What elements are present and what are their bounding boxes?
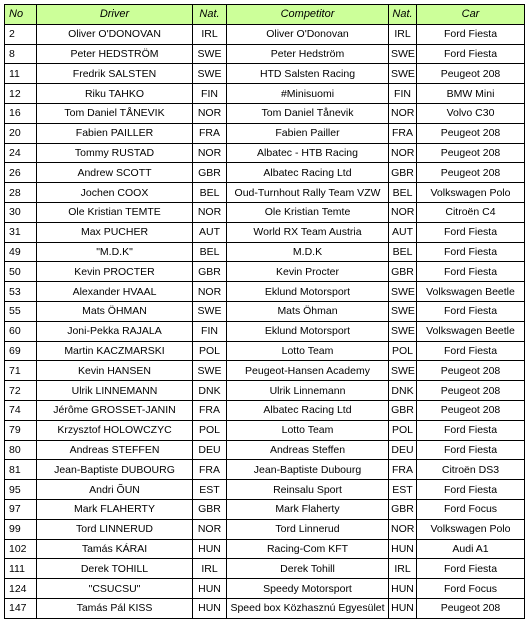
- table-row: [5, 381, 525, 401]
- cell-driver: Derek TOHILL: [37, 559, 193, 579]
- table-row: [5, 163, 525, 183]
- cell-driver: Ulrik LINNEMANN: [37, 381, 193, 401]
- cell-car: Ford Fiesta: [417, 222, 525, 242]
- header-no: No: [5, 5, 37, 25]
- cell-car: Peugeot 208: [417, 163, 525, 183]
- cell-driver-nat: NOR: [193, 519, 227, 539]
- cell-driver-nat: AUT: [193, 222, 227, 242]
- table-row: [5, 519, 525, 539]
- cell-competitor: Tom Daniel Tånevik: [227, 103, 389, 123]
- cell-driver-nat: SWE: [193, 301, 227, 321]
- cell-driver-nat: NOR: [193, 143, 227, 163]
- cell-competitor-nat: DNK: [389, 381, 417, 401]
- cell-car: Volvo C30: [417, 103, 525, 123]
- table-row: [5, 539, 525, 559]
- entry-list-container: [4, 4, 525, 619]
- cell-driver-nat: DNK: [193, 381, 227, 401]
- cell-competitor-nat: HUN: [389, 579, 417, 599]
- cell-driver: Alexander HVAAL: [37, 282, 193, 302]
- cell-car: Ford Fiesta: [417, 44, 525, 64]
- cell-no: 69: [5, 341, 37, 361]
- cell-driver-nat: EST: [193, 480, 227, 500]
- cell-competitor: Albatec - HTB Racing: [227, 143, 389, 163]
- cell-driver: Tord LINNERUD: [37, 519, 193, 539]
- cell-driver-nat: DEU: [193, 440, 227, 460]
- cell-competitor-nat: BEL: [389, 242, 417, 262]
- table-row: [5, 559, 525, 579]
- table-row: [5, 321, 525, 341]
- cell-competitor: Lotto Team: [227, 420, 389, 440]
- cell-car: Peugeot 208: [417, 123, 525, 143]
- cell-competitor-nat: SWE: [389, 44, 417, 64]
- cell-driver-nat: IRL: [193, 24, 227, 44]
- cell-driver-nat: FIN: [193, 84, 227, 104]
- cell-no: 55: [5, 301, 37, 321]
- table-row: [5, 202, 525, 222]
- cell-no: 74: [5, 400, 37, 420]
- table-row: [5, 282, 525, 302]
- cell-no: 111: [5, 559, 37, 579]
- cell-no: 60: [5, 321, 37, 341]
- cell-car: Ford Fiesta: [417, 440, 525, 460]
- cell-competitor: Albatec Racing Ltd: [227, 400, 389, 420]
- table-row: [5, 103, 525, 123]
- cell-driver-nat: FRA: [193, 123, 227, 143]
- cell-no: 72: [5, 381, 37, 401]
- cell-competitor: Racing-Com KFT: [227, 539, 389, 559]
- cell-driver-nat: FIN: [193, 321, 227, 341]
- table-row: [5, 598, 525, 618]
- cell-driver: Martin KACZMARSKI: [37, 341, 193, 361]
- cell-competitor-nat: NOR: [389, 103, 417, 123]
- cell-car: Ford Fiesta: [417, 480, 525, 500]
- cell-driver: Max PUCHER: [37, 222, 193, 242]
- cell-driver: Fabien PAILLER: [37, 123, 193, 143]
- cell-competitor: Mark Flaherty: [227, 499, 389, 519]
- cell-driver: Krzysztof HOLOWCZYC: [37, 420, 193, 440]
- cell-no: 80: [5, 440, 37, 460]
- cell-competitor-nat: SWE: [389, 321, 417, 341]
- table-row: [5, 123, 525, 143]
- cell-competitor: World RX Team Austria: [227, 222, 389, 242]
- cell-competitor-nat: DEU: [389, 440, 417, 460]
- cell-competitor: Mats Öhman: [227, 301, 389, 321]
- cell-competitor: Ole Kristian Temte: [227, 202, 389, 222]
- cell-driver: Andri ÕUN: [37, 480, 193, 500]
- cell-driver-nat: NOR: [193, 282, 227, 302]
- cell-competitor: Speed box Közhasznú Egyesület: [227, 598, 389, 618]
- cell-driver: Mark FLAHERTY: [37, 499, 193, 519]
- cell-no: 28: [5, 183, 37, 203]
- table-row: [5, 262, 525, 282]
- cell-driver-nat: SWE: [193, 361, 227, 381]
- cell-competitor: Peter Hedström: [227, 44, 389, 64]
- cell-no: 16: [5, 103, 37, 123]
- cell-driver-nat: HUN: [193, 539, 227, 559]
- cell-competitor: Speedy Motorsport: [227, 579, 389, 599]
- table-row: [5, 460, 525, 480]
- cell-no: 95: [5, 480, 37, 500]
- cell-no: 124: [5, 579, 37, 599]
- cell-no: 31: [5, 222, 37, 242]
- header-row: [5, 5, 525, 25]
- cell-no: 50: [5, 262, 37, 282]
- cell-driver: Kevin PROCTER: [37, 262, 193, 282]
- cell-driver: Riku TAHKO: [37, 84, 193, 104]
- header-driver: Driver: [37, 5, 193, 25]
- cell-driver-nat: POL: [193, 341, 227, 361]
- cell-no: 24: [5, 143, 37, 163]
- header-competitor-nat: Nat.: [389, 5, 417, 25]
- cell-competitor: Kevin Procter: [227, 262, 389, 282]
- table-row: [5, 579, 525, 599]
- cell-car: Volkswagen Polo: [417, 519, 525, 539]
- cell-competitor-nat: GBR: [389, 499, 417, 519]
- cell-driver: Tom Daniel TÅNEVIK: [37, 103, 193, 123]
- cell-car: Citroën DS3: [417, 460, 525, 480]
- cell-competitor-nat: SWE: [389, 282, 417, 302]
- cell-no: 53: [5, 282, 37, 302]
- cell-driver: Jochen COOX: [37, 183, 193, 203]
- cell-car: Peugeot 208: [417, 400, 525, 420]
- cell-no: 26: [5, 163, 37, 183]
- cell-competitor-nat: EST: [389, 480, 417, 500]
- cell-car: Ford Fiesta: [417, 420, 525, 440]
- cell-driver: Ole Kristian TEMTE: [37, 202, 193, 222]
- cell-competitor-nat: GBR: [389, 262, 417, 282]
- cell-competitor-nat: SWE: [389, 301, 417, 321]
- cell-competitor: Andreas Steffen: [227, 440, 389, 460]
- header-car: Car: [417, 5, 525, 25]
- cell-competitor-nat: FRA: [389, 460, 417, 480]
- cell-no: 11: [5, 64, 37, 84]
- cell-competitor-nat: NOR: [389, 202, 417, 222]
- cell-car: Volkswagen Polo: [417, 183, 525, 203]
- cell-driver-nat: HUN: [193, 579, 227, 599]
- cell-driver-nat: NOR: [193, 202, 227, 222]
- cell-competitor: #Minisuomi: [227, 84, 389, 104]
- cell-driver: Fredrik SALSTEN: [37, 64, 193, 84]
- cell-competitor-nat: FRA: [389, 123, 417, 143]
- cell-competitor-nat: FIN: [389, 84, 417, 104]
- cell-competitor: Derek Tohill: [227, 559, 389, 579]
- cell-car: Audi A1: [417, 539, 525, 559]
- cell-driver: Peter HEDSTRÖM: [37, 44, 193, 64]
- cell-competitor: M.D.K: [227, 242, 389, 262]
- cell-driver: Jean-Baptiste DUBOURG: [37, 460, 193, 480]
- cell-no: 30: [5, 202, 37, 222]
- cell-driver: Mats ÖHMAN: [37, 301, 193, 321]
- cell-driver: Tommy RUSTAD: [37, 143, 193, 163]
- cell-car: Peugeot 208: [417, 143, 525, 163]
- cell-driver: Jérôme GROSSET-JANIN: [37, 400, 193, 420]
- table-row: [5, 222, 525, 242]
- cell-no: 97: [5, 499, 37, 519]
- table-row: [5, 143, 525, 163]
- cell-competitor: Jean-Baptiste Dubourg: [227, 460, 389, 480]
- cell-driver: "M.D.K": [37, 242, 193, 262]
- table-row: [5, 440, 525, 460]
- cell-competitor: HTD Salsten Racing: [227, 64, 389, 84]
- cell-driver: Tamás KÁRAI: [37, 539, 193, 559]
- cell-driver: "CSUCSU": [37, 579, 193, 599]
- cell-competitor-nat: SWE: [389, 361, 417, 381]
- entry-list-table: [4, 4, 525, 619]
- cell-car: Ford Fiesta: [417, 262, 525, 282]
- cell-car: Peugeot 208: [417, 361, 525, 381]
- cell-driver: Tamás Pál KISS: [37, 598, 193, 618]
- table-row: [5, 183, 525, 203]
- cell-driver-nat: GBR: [193, 163, 227, 183]
- cell-car: Peugeot 208: [417, 64, 525, 84]
- cell-no: 71: [5, 361, 37, 381]
- cell-car: Ford Fiesta: [417, 301, 525, 321]
- cell-competitor-nat: NOR: [389, 143, 417, 163]
- table-body: [5, 24, 525, 618]
- cell-driver-nat: SWE: [193, 64, 227, 84]
- cell-competitor-nat: IRL: [389, 24, 417, 44]
- cell-car: BMW Mini: [417, 84, 525, 104]
- table-row: [5, 242, 525, 262]
- cell-driver-nat: BEL: [193, 183, 227, 203]
- table-row: [5, 480, 525, 500]
- cell-competitor: Oud-Turnhout Rally Team VZW: [227, 183, 389, 203]
- cell-competitor: Fabien Pailler: [227, 123, 389, 143]
- cell-competitor: Peugeot-Hansen Academy: [227, 361, 389, 381]
- cell-competitor: Eklund Motorsport: [227, 282, 389, 302]
- cell-competitor-nat: AUT: [389, 222, 417, 242]
- cell-no: 8: [5, 44, 37, 64]
- cell-driver-nat: POL: [193, 420, 227, 440]
- cell-no: 49: [5, 242, 37, 262]
- table-row: [5, 499, 525, 519]
- table-row: [5, 44, 525, 64]
- cell-car: Ford Fiesta: [417, 559, 525, 579]
- table-row: [5, 64, 525, 84]
- cell-no: 147: [5, 598, 37, 618]
- table-row: [5, 341, 525, 361]
- cell-competitor: Albatec Racing Ltd: [227, 163, 389, 183]
- cell-driver-nat: FRA: [193, 460, 227, 480]
- table-row: [5, 84, 525, 104]
- cell-no: 102: [5, 539, 37, 559]
- cell-competitor-nat: POL: [389, 420, 417, 440]
- cell-driver-nat: SWE: [193, 44, 227, 64]
- cell-driver: Andreas STEFFEN: [37, 440, 193, 460]
- header-driver-nat: Nat.: [193, 5, 227, 25]
- table-row: [5, 400, 525, 420]
- cell-driver-nat: HUN: [193, 598, 227, 618]
- cell-car: Citroën C4: [417, 202, 525, 222]
- cell-competitor-nat: GBR: [389, 400, 417, 420]
- cell-car: Ford Focus: [417, 499, 525, 519]
- cell-driver: Joni-Pekka RAJALA: [37, 321, 193, 341]
- cell-no: 2: [5, 24, 37, 44]
- cell-competitor: Eklund Motorsport: [227, 321, 389, 341]
- cell-driver-nat: BEL: [193, 242, 227, 262]
- cell-no: 81: [5, 460, 37, 480]
- cell-competitor: Tord Linnerud: [227, 519, 389, 539]
- cell-competitor: Ulrik Linnemann: [227, 381, 389, 401]
- cell-driver: Kevin HANSEN: [37, 361, 193, 381]
- cell-car: Ford Focus: [417, 579, 525, 599]
- cell-no: 79: [5, 420, 37, 440]
- cell-competitor-nat: HUN: [389, 598, 417, 618]
- table-row: [5, 24, 525, 44]
- cell-driver-nat: GBR: [193, 262, 227, 282]
- cell-competitor: Oliver O'Donovan: [227, 24, 389, 44]
- cell-competitor: Lotto Team: [227, 341, 389, 361]
- cell-car: Volkswagen Beetle: [417, 321, 525, 341]
- cell-car: Volkswagen Beetle: [417, 282, 525, 302]
- cell-driver-nat: FRA: [193, 400, 227, 420]
- cell-driver: Oliver O'DONOVAN: [37, 24, 193, 44]
- cell-driver-nat: IRL: [193, 559, 227, 579]
- cell-no: 12: [5, 84, 37, 104]
- cell-no: 99: [5, 519, 37, 539]
- cell-car: Peugeot 208: [417, 381, 525, 401]
- cell-driver-nat: GBR: [193, 499, 227, 519]
- cell-competitor-nat: NOR: [389, 519, 417, 539]
- cell-driver-nat: NOR: [193, 103, 227, 123]
- cell-no: 20: [5, 123, 37, 143]
- cell-competitor-nat: BEL: [389, 183, 417, 203]
- cell-driver: Andrew SCOTT: [37, 163, 193, 183]
- table-row: [5, 301, 525, 321]
- cell-car: Ford Fiesta: [417, 24, 525, 44]
- cell-car: Ford Fiesta: [417, 242, 525, 262]
- cell-competitor-nat: IRL: [389, 559, 417, 579]
- cell-competitor: Reinsalu Sport: [227, 480, 389, 500]
- cell-competitor-nat: HUN: [389, 539, 417, 559]
- header-competitor: Competitor: [227, 5, 389, 25]
- cell-car: Ford Fiesta: [417, 341, 525, 361]
- table-row: [5, 361, 525, 381]
- table-row: [5, 420, 525, 440]
- cell-competitor-nat: GBR: [389, 163, 417, 183]
- cell-car: Peugeot 208: [417, 598, 525, 618]
- cell-competitor-nat: POL: [389, 341, 417, 361]
- cell-competitor-nat: SWE: [389, 64, 417, 84]
